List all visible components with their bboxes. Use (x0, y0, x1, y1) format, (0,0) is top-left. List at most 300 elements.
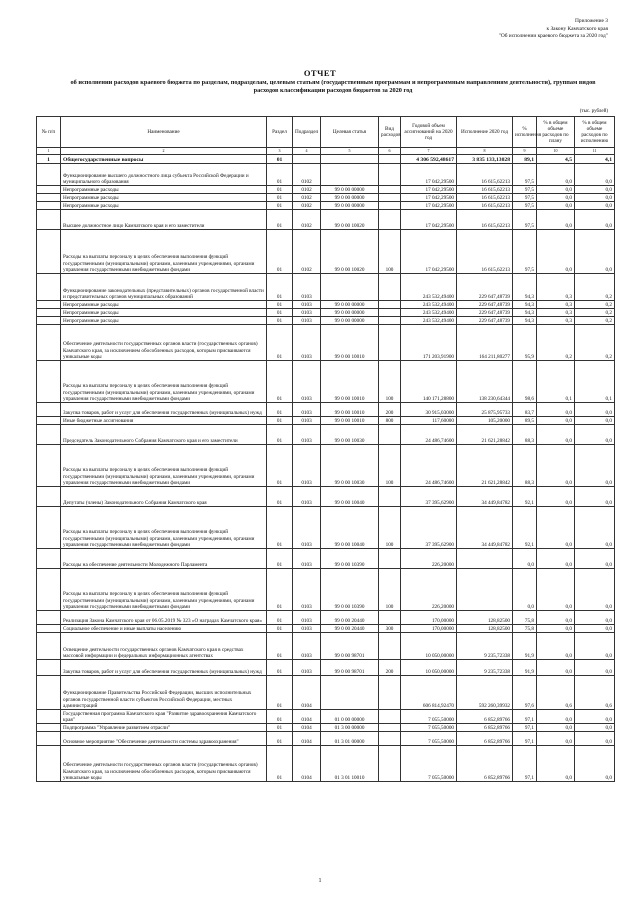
cell-s1: 0,0 (537, 230, 575, 274)
cell-name: Расходы на выплаты персоналу в целях обеспечения выполнения функций государственными (муниципальными) органами, казенными учреждениями, органами управления государственными внебюджетными фондами (61, 569, 267, 611)
cell-name: Расходы на выплаты персоналу в целях обеспечения выполнения функций государственными (муниципальными) органами, казенными учреждениями, органами управления государственными внебюджетными фондами (61, 507, 267, 549)
header-subsection: Подраздел (293, 117, 321, 148)
table-row (37, 361, 615, 403)
cell-exec: 9 235,72338 (457, 633, 513, 660)
cell-num (37, 309, 61, 317)
cell-plan: 17 042,29500 (401, 210, 457, 230)
colnum: 6 (379, 148, 401, 155)
cell-s2: 0,0 (575, 710, 615, 724)
cell-exec: 16 615,62213 (457, 202, 513, 210)
cell-target: 99 0 00 10390 (321, 569, 379, 611)
cell-plan: 4 306 592,48617 (401, 155, 457, 164)
cell-s2: 0,0 (575, 569, 615, 611)
budget-table (36, 116, 615, 782)
cell-s1: 0,0 (537, 186, 575, 194)
cell-s2: 0,0 (575, 186, 615, 194)
cell-pct: 91,9 (513, 660, 537, 676)
cell-sec: 01 (267, 746, 293, 782)
cell-pct: 0,0 (513, 549, 537, 569)
cell-s1: 0,0 (537, 487, 575, 507)
header-section: Раздел (267, 117, 293, 148)
colnum: 8 (457, 148, 513, 155)
table-row (37, 746, 615, 782)
table-row (37, 611, 615, 625)
cell-target: 99 0 00 10040 (321, 507, 379, 549)
cell-plan: 37 395,62900 (401, 487, 457, 507)
cell-num (37, 746, 61, 782)
report-title: ОТЧЕТ (303, 68, 337, 78)
cell-plan: 17 042,29500 (401, 202, 457, 210)
cell-sub: 0103 (293, 549, 321, 569)
cell-plan: 243 532,49400 (401, 274, 457, 301)
table-row (37, 676, 615, 710)
cell-sub: 0103 (293, 425, 321, 445)
cell-plan: 170,00000 (401, 611, 457, 625)
cell-sec: 01 (267, 549, 293, 569)
table-row (37, 660, 615, 676)
cell-plan: 243 532,49400 (401, 317, 457, 325)
cell-plan: 170,00000 (401, 625, 457, 633)
cell-s2: 0,0 (575, 633, 615, 660)
cell-kind (379, 724, 401, 732)
cell-pct: 97,5 (513, 230, 537, 274)
cell-sub: 0103 (293, 309, 321, 317)
cell-exec: 16 615,62213 (457, 186, 513, 194)
cell-s2: 0,0 (575, 549, 615, 569)
cell-sub: 0102 (293, 164, 321, 186)
header-executed: Исполнение 2020 год (457, 117, 513, 148)
header-share-exec: % в общем объеме расходов по исполнению (575, 117, 615, 148)
cell-s1: 0,0 (537, 164, 575, 186)
cell-sub: 0104 (293, 746, 321, 782)
table-row (37, 164, 615, 186)
cell-plan: 7 055,50000 (401, 710, 457, 724)
cell-s2: 0,0 (575, 445, 615, 487)
cell-plan: 606 814,92470 (401, 676, 457, 710)
cell-exec: 3 835 133,13028 (457, 155, 513, 164)
cell-exec: 128,82500 (457, 625, 513, 633)
cell-pct: 98,6 (513, 361, 537, 403)
cell-kind: 100 (379, 361, 401, 403)
cell-plan: 17 042,29500 (401, 230, 457, 274)
cell-s2: 0,0 (575, 164, 615, 186)
table-row (37, 445, 615, 487)
cell-pct: 0,0 (513, 569, 537, 611)
cell-s2: 0,1 (575, 361, 615, 403)
cell-exec: 16 615,62213 (457, 210, 513, 230)
cell-num (37, 625, 61, 633)
cell-s1: 0,0 (537, 569, 575, 611)
cell-pct: 92,1 (513, 507, 537, 549)
cell-kind (379, 710, 401, 724)
table-row (37, 732, 615, 746)
column-number-row (37, 148, 615, 155)
cell-exec: 6 852,89766 (457, 710, 513, 724)
cell-s2: 0,0 (575, 660, 615, 676)
cell-target (321, 164, 379, 186)
cell-pct: 95,9 (513, 325, 537, 361)
cell-name: Непрограммные расходы (61, 194, 267, 202)
cell-s2: 0,0 (575, 487, 615, 507)
cell-exec: 34 449,84782 (457, 507, 513, 549)
cell-s1: 0,0 (537, 417, 575, 425)
cell-target: 99 0 00 20440 (321, 625, 379, 633)
cell-sec: 01 (267, 507, 293, 549)
cell-s2: 0,2 (575, 317, 615, 325)
cell-pct: 97,5 (513, 164, 537, 186)
cell-plan: 17 042,29500 (401, 194, 457, 202)
cell-kind (379, 611, 401, 625)
cell-kind (379, 210, 401, 230)
colnum: 7 (401, 148, 457, 155)
cell-sec: 01 (267, 425, 293, 445)
table-row (37, 417, 615, 425)
cell-exec: 138 230,64344 (457, 361, 513, 403)
table-row (37, 724, 615, 732)
cell-kind: 100 (379, 569, 401, 611)
header-kind: Вид расходов (379, 117, 401, 148)
cell-s2: 0,0 (575, 210, 615, 230)
cell-sub: 0103 (293, 660, 321, 676)
cell-sec: 01 (267, 403, 293, 417)
cell-name: Непрограммные расходы (61, 202, 267, 210)
cell-pct: 97,1 (513, 724, 537, 732)
cell-kind (379, 732, 401, 746)
cell-target: 01 3 01 10010 (321, 746, 379, 782)
cell-name: Непрограммные расходы (61, 186, 267, 194)
cell-s2: 0,0 (575, 403, 615, 417)
cell-target: 99 0 00 00000 (321, 186, 379, 194)
cell-sub: 0103 (293, 625, 321, 633)
table-row (37, 625, 615, 633)
cell-num (37, 210, 61, 230)
cell-num (37, 230, 61, 274)
cell-num (37, 660, 61, 676)
cell-kind (379, 487, 401, 507)
cell-exec: 16 615,62213 (457, 194, 513, 202)
cell-name: Непрограммные расходы (61, 309, 267, 317)
cell-name: Расходы на выплаты персоналу в целях обеспечения выполнения функций государственными (муниципальными) органами, казенными учреждениями, органами управления государственными внебюджетными фондами (61, 445, 267, 487)
cell-target: 99 0 00 10030 (321, 425, 379, 445)
cell-pct: 94,3 (513, 317, 537, 325)
cell-plan: 7 055,50000 (401, 746, 457, 782)
cell-num: 1 (37, 155, 61, 164)
cell-pct: 94,3 (513, 309, 537, 317)
cell-num (37, 633, 61, 660)
table-row (37, 202, 615, 210)
cell-sub: 0104 (293, 724, 321, 732)
cell-sec: 01 (267, 676, 293, 710)
cell-s1: 0,0 (537, 549, 575, 569)
cell-target (321, 155, 379, 164)
cell-sub: 0103 (293, 317, 321, 325)
colnum: 5 (321, 148, 379, 155)
cell-plan: 30 915,03000 (401, 403, 457, 417)
cell-name: Председатель Законодательного Собрания Камчатского края и его заместители (61, 425, 267, 445)
cell-pct: 89,1 (513, 155, 537, 164)
cell-kind (379, 194, 401, 202)
cell-pct: 94,3 (513, 301, 537, 309)
cell-name: Общегосударственные вопросы (61, 155, 267, 164)
cell-kind: 800 (379, 417, 401, 425)
cell-s1: 0,0 (537, 507, 575, 549)
page-number: 1 (318, 878, 322, 884)
cell-num (37, 186, 61, 194)
cell-kind (379, 633, 401, 660)
appendix-line-1: Приложение 3 (575, 18, 608, 24)
appendix-note (378, 18, 608, 41)
cell-target: 01 3 00 00000 (321, 724, 379, 732)
cell-num (37, 611, 61, 625)
cell-exec: 229 647,48739 (457, 301, 513, 309)
cell-s2: 0,0 (575, 230, 615, 274)
units-label: (тыс. рублей) (579, 109, 608, 114)
cell-name: Иные бюджетные ассигнования (61, 417, 267, 425)
cell-kind: 200 (379, 660, 401, 676)
cell-sub: 0104 (293, 732, 321, 746)
cell-plan: 17 042,29500 (401, 164, 457, 186)
cell-kind (379, 155, 401, 164)
appendix-line-3: "Об исполнении краевого бюджета за 2020 год" (498, 33, 608, 39)
cell-num (37, 403, 61, 417)
cell-sub: 0103 (293, 569, 321, 611)
cell-s1: 0,0 (537, 746, 575, 782)
header-num: № п/п (37, 117, 61, 148)
cell-sec: 01 (267, 301, 293, 309)
cell-name: Закупка товаров, работ и услуг для обеспечения государственных (муниципальных) нужд (61, 660, 267, 676)
cell-kind: 100 (379, 445, 401, 487)
cell-sub: 0103 (293, 417, 321, 425)
cell-kind: 100 (379, 507, 401, 549)
header-name: Наименование (61, 117, 267, 148)
cell-exec: 128,82500 (457, 611, 513, 625)
cell-s1: 0,0 (537, 210, 575, 230)
cell-sec: 01 (267, 569, 293, 611)
cell-pct: 97,5 (513, 194, 537, 202)
cell-pct: 97,5 (513, 202, 537, 210)
cell-kind: 300 (379, 625, 401, 633)
cell-name: Закупка товаров, работ и услуг для обеспечения государственных (муниципальных) нужд (61, 403, 267, 417)
cell-sec: 01 (267, 361, 293, 403)
cell-name: Высшее должностное лицо Камчатского края и его заместители (61, 210, 267, 230)
table-row (37, 155, 615, 164)
cell-exec (457, 549, 513, 569)
cell-sec: 01 (267, 732, 293, 746)
cell-target: 99 0 00 10020 (321, 210, 379, 230)
cell-exec: 229 647,48739 (457, 274, 513, 301)
cell-pct: 92,1 (513, 487, 537, 507)
cell-plan: 243 532,49400 (401, 309, 457, 317)
cell-sub: 0103 (293, 445, 321, 487)
cell-sec: 01 (267, 317, 293, 325)
cell-exec: 105,20000 (457, 417, 513, 425)
cell-sub: 0103 (293, 361, 321, 403)
cell-plan: 7 055,50000 (401, 732, 457, 746)
table-row (37, 301, 615, 309)
cell-sub: 0102 (293, 194, 321, 202)
cell-num (37, 164, 61, 186)
cell-sec: 01 (267, 194, 293, 202)
cell-pct: 97,1 (513, 732, 537, 746)
cell-sub: 0102 (293, 186, 321, 194)
cell-sec: 01 (267, 417, 293, 425)
table-row (37, 194, 615, 202)
cell-s1: 0,0 (537, 445, 575, 487)
cell-s2: 0,2 (575, 325, 615, 361)
cell-name: Расходы на выплаты персоналу в целях обеспечения выполнения функций государственными (муниципальными) органами, казенными учреждениями, органами управления государственными внебюджетными фондами (61, 230, 267, 274)
cell-plan: 10 050,00000 (401, 660, 457, 676)
cell-sub (293, 155, 321, 164)
cell-num (37, 569, 61, 611)
colnum: 11 (575, 148, 615, 155)
cell-name: Государственная программа Камчатского края "Развитие здравоохранения Камчатского края" (61, 710, 267, 724)
cell-num (37, 549, 61, 569)
cell-plan: 226,20000 (401, 549, 457, 569)
cell-sub: 0103 (293, 633, 321, 660)
cell-num (37, 724, 61, 732)
cell-s2: 0,0 (575, 611, 615, 625)
header-share-total: % в общем объеме расходов по плану (537, 117, 575, 148)
cell-exec: 6 852,89766 (457, 746, 513, 782)
cell-num (37, 445, 61, 487)
cell-s2: 0,0 (575, 425, 615, 445)
cell-pct: 97,1 (513, 710, 537, 724)
cell-pct: 94,3 (513, 274, 537, 301)
cell-name: Подпрограмма "Управление развитием отрасли" (61, 724, 267, 732)
cell-s1: 0,0 (537, 625, 575, 633)
cell-kind (379, 186, 401, 194)
cell-pct: 89,5 (513, 417, 537, 425)
cell-pct: 75,8 (513, 611, 537, 625)
cell-name: Функционирование высшего должностного лица субъекта Российской Федерации и муниципального образования (61, 164, 267, 186)
cell-sub: 0103 (293, 403, 321, 417)
cell-plan: 171 203,91900 (401, 325, 457, 361)
cell-s1: 0,3 (537, 309, 575, 317)
cell-s1: 0,0 (537, 724, 575, 732)
cell-target: 99 0 00 10020 (321, 230, 379, 274)
cell-target: 99 0 00 10010 (321, 325, 379, 361)
cell-s1: 0,3 (537, 274, 575, 301)
cell-exec: 16 615,62213 (457, 230, 513, 274)
cell-kind (379, 164, 401, 186)
cell-sec: 01 (267, 155, 293, 164)
cell-plan: 140 171,28800 (401, 361, 457, 403)
table-row (37, 633, 615, 660)
cell-s1: 0,0 (537, 710, 575, 724)
cell-name: Расходы на выплаты персоналу в целях обеспечения выполнения функций государственными (муниципальными) органами, казенными учреждениями, органами управления государственными внебюджетными фондами (61, 361, 267, 403)
cell-name: Социальное обеспечение и иные выплаты населению (61, 625, 267, 633)
colnum: 1 (37, 148, 61, 155)
cell-s2: 0,0 (575, 194, 615, 202)
cell-pct: 97,6 (513, 676, 537, 710)
table-row (37, 710, 615, 724)
cell-target: 01 0 00 00000 (321, 710, 379, 724)
cell-s2: 0,0 (575, 746, 615, 782)
cell-s1: 0,0 (537, 202, 575, 210)
table-body (37, 155, 615, 782)
cell-plan: 226,20000 (401, 569, 457, 611)
cell-s1: 0,3 (537, 301, 575, 309)
cell-target: 99 0 00 10030 (321, 445, 379, 487)
cell-exec: 9 235,72338 (457, 660, 513, 676)
cell-pct: 97,5 (513, 186, 537, 194)
cell-sec: 01 (267, 274, 293, 301)
cell-target (321, 274, 379, 301)
cell-s1: 0,0 (537, 660, 575, 676)
cell-plan: 24 486,74600 (401, 425, 457, 445)
table-row (37, 309, 615, 317)
cell-sec: 01 (267, 724, 293, 732)
table-row (37, 403, 615, 417)
cell-kind (379, 301, 401, 309)
cell-s2: 0,0 (575, 417, 615, 425)
cell-pct: 97,5 (513, 210, 537, 230)
cell-name: Обеспечение деятельности государственных органов власти (государственных органов) Камчатского края, за исключением обособленных расходов, которым присваиваются уникальные коды (61, 325, 267, 361)
cell-exec: 164 211,80277 (457, 325, 513, 361)
cell-s2: 0,0 (575, 625, 615, 633)
cell-s2: 0,0 (575, 724, 615, 732)
header-target: Целевая статья (321, 117, 379, 148)
colnum: 3 (267, 148, 293, 155)
cell-sec: 01 (267, 186, 293, 194)
cell-name: Депутаты (члены) Законодательного Собрания Камчатского края (61, 487, 267, 507)
cell-name: Реализация Закона Камчатского края от 06.05.2019 № 323 «О наградах Камчатского края» (61, 611, 267, 625)
table-row (37, 325, 615, 361)
cell-sub: 0103 (293, 301, 321, 309)
cell-pct: 75,8 (513, 625, 537, 633)
cell-plan: 17 042,29500 (401, 186, 457, 194)
cell-s2: 0,0 (575, 507, 615, 549)
cell-exec: 25 875,95733 (457, 403, 513, 417)
cell-plan: 7 055,50000 (401, 724, 457, 732)
cell-target: 99 0 00 10010 (321, 403, 379, 417)
cell-s1: 0,2 (537, 325, 575, 361)
cell-exec: 592 260,39932 (457, 676, 513, 710)
cell-name: Непрограммные расходы (61, 301, 267, 309)
cell-s1: 0,1 (537, 361, 575, 403)
cell-target: 99 0 00 20440 (321, 611, 379, 625)
cell-pct: 83,7 (513, 403, 537, 417)
cell-s1: 0,6 (537, 676, 575, 710)
cell-kind (379, 746, 401, 782)
cell-num (37, 325, 61, 361)
cell-num (37, 202, 61, 210)
cell-num (37, 317, 61, 325)
cell-kind (379, 325, 401, 361)
cell-target: 99 0 00 98701 (321, 660, 379, 676)
cell-num (37, 507, 61, 549)
cell-kind: 200 (379, 403, 401, 417)
cell-s1: 0,0 (537, 403, 575, 417)
cell-exec: 6 852,89766 (457, 724, 513, 732)
cell-kind (379, 274, 401, 301)
cell-target: 99 0 00 00000 (321, 309, 379, 317)
cell-target: 99 0 00 10010 (321, 417, 379, 425)
cell-num (37, 732, 61, 746)
cell-exec: 229 647,48739 (457, 317, 513, 325)
cell-sec: 01 (267, 445, 293, 487)
cell-target: 99 0 00 10010 (321, 361, 379, 403)
cell-sub: 0103 (293, 274, 321, 301)
report-subtitle: об исполнении расходов краевого бюджета по разделам, подразделам, целевым статьям (государственным программам и непрограммным направлениям деятельности), группам видов расходов классификации расходов бюджетов за 2020 год (70, 79, 596, 94)
cell-s1: 4,5 (537, 155, 575, 164)
cell-kind (379, 549, 401, 569)
cell-pct: 97,1 (513, 746, 537, 782)
cell-sub: 0103 (293, 325, 321, 361)
cell-num (37, 194, 61, 202)
cell-sec: 01 (267, 633, 293, 660)
cell-num (37, 361, 61, 403)
